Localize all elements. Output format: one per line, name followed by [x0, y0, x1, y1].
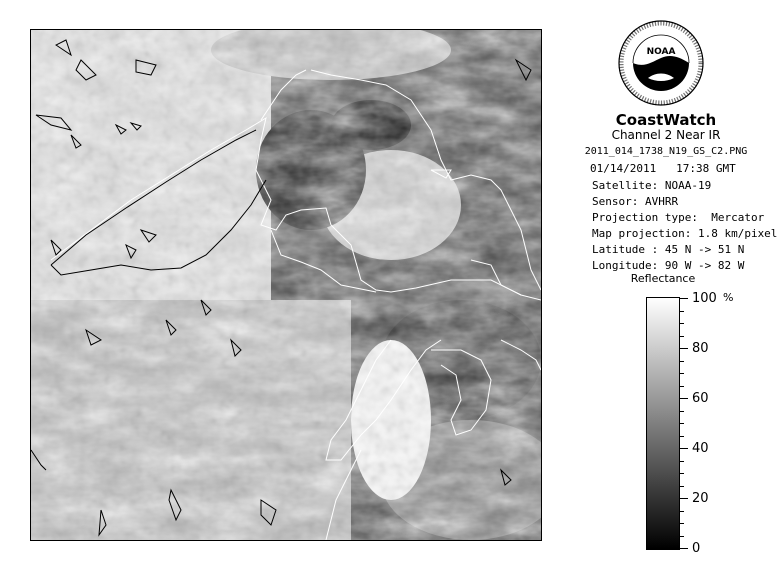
- noaa-logo: [618, 20, 704, 106]
- colorbar-title: Reflectance: [630, 272, 696, 285]
- colorbar-tick-label: 20: [692, 491, 709, 506]
- latitude-label: Latitude : 45 N -> 51 N: [592, 243, 745, 256]
- colorbar-minor-tick: [680, 423, 684, 424]
- colorbar-major-tick: [680, 498, 688, 499]
- channel-name: Channel 2 Near IR: [611, 128, 721, 142]
- satellite-image-panel: [30, 29, 542, 541]
- colorbar-minor-tick: [680, 536, 684, 537]
- colorbar-axis: [680, 291, 740, 556]
- colorbar-minor-tick: [680, 323, 684, 324]
- colorbar-minor-tick: [680, 486, 684, 487]
- colorbar-tick-label: 100: [692, 291, 717, 306]
- colorbar-tick-label: 60: [692, 391, 709, 406]
- acquisition-time: 17:38 GMT: [676, 162, 736, 175]
- colorbar-minor-tick: [680, 411, 684, 412]
- longitude-label: Longitude: 90 W -> 82 W: [592, 259, 745, 272]
- colorbar-minor-tick: [680, 373, 684, 374]
- colorbar-tick-label: 0: [692, 541, 701, 556]
- colorbar-major-tick: [680, 298, 688, 299]
- colorbar: [646, 297, 680, 550]
- sensor-label: Sensor: AVHRR: [592, 195, 679, 208]
- colorbar-major-tick: [680, 548, 688, 549]
- colorbar-minor-tick: [680, 511, 684, 512]
- colorbar-minor-tick: [680, 461, 684, 462]
- colorbar-major-tick: [680, 398, 688, 399]
- satellite-label: Satellite: NOAA-19: [592, 179, 712, 192]
- brand-title: CoastWatch: [615, 111, 717, 129]
- colorbar-tick-label: 80: [692, 341, 709, 356]
- colorbar-minor-tick: [680, 311, 684, 312]
- colorbar-major-tick: [680, 348, 688, 349]
- file-name: 2011_014_1738_N19_GS_C2.PNG: [584, 146, 748, 157]
- noaa-logo-text: NOAA: [646, 47, 676, 57]
- colorbar-minor-tick: [680, 523, 684, 524]
- colorbar-minor-tick: [680, 436, 684, 437]
- colorbar-major-tick: [680, 448, 688, 449]
- acquisition-date: 01/14/2011: [590, 162, 657, 175]
- colorbar-minor-tick: [680, 361, 684, 362]
- colorbar-minor-tick: [680, 386, 684, 387]
- colorbar-minor-tick: [680, 473, 684, 474]
- colorbar-minor-tick: [680, 336, 684, 337]
- date-time: [590, 162, 736, 175]
- projection-type-label: Projection type: Mercator: [592, 211, 765, 224]
- colorbar-unit: %: [723, 291, 734, 304]
- colorbar-tick-label: 40: [692, 441, 709, 456]
- satellite-image: [31, 30, 541, 540]
- map-projection-label: Map projection: 1.8 km/pixel: [592, 227, 778, 240]
